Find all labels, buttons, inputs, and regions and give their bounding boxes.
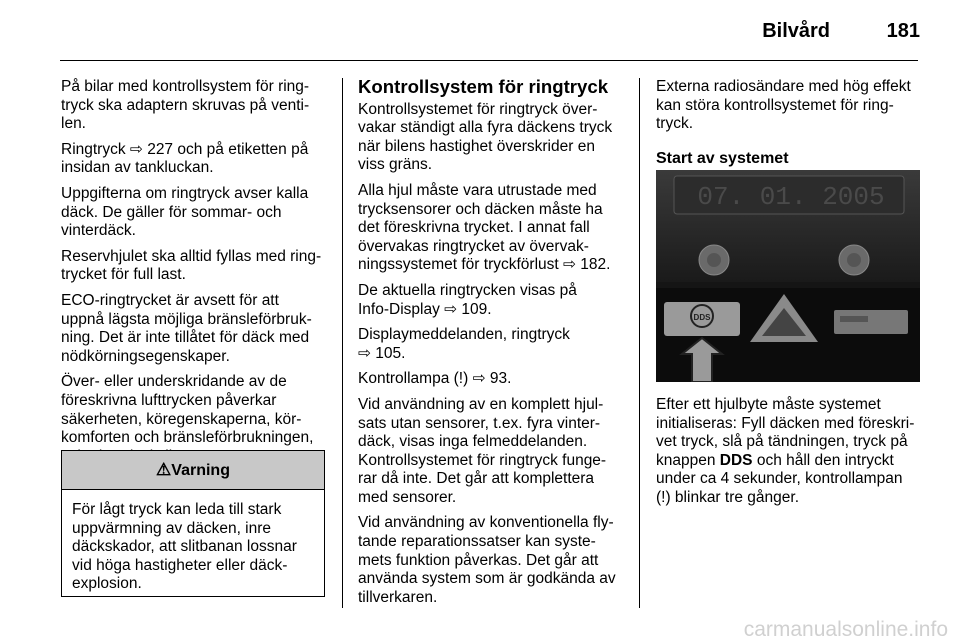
paragraph: Vid användning av konventionella fly- tande reparationssatser kan syste- mets funktion påverkas. Det går att använda system som är godkända av tillverkaren. [358, 514, 616, 606]
page-number: 181 [886, 20, 920, 42]
paragraph: Vid användning av en komplett hjul- sats utan sensorer, t.ex. fyra vinter- däck, visas inga felmeddelanden. Kontrollsystemet för ringtryck funge- rar då inte. Det går att komplettera med sensorer. [358, 395, 607, 506]
column-2 [358, 78, 624, 614]
dashboard-photo [656, 170, 920, 382]
column-divider [639, 78, 640, 608]
dds-label: DDS [719, 451, 753, 469]
warning-icon: ⚠ [156, 460, 172, 479]
paragraph-text: Efter ett hjulbyte måste systemet initialiseras: Fyll däcken med föreskri- vet tryck, slå på tändningen, tryck på knappen [656, 396, 915, 469]
paragraph: Reservhjulet ska alltid fyllas med ring- trycket för full last. [61, 247, 322, 284]
header-rule [60, 60, 918, 61]
paragraph: Kontrollampa (!) ⇨ 93. [358, 370, 512, 388]
paragraph: Kontrollsystemet för ringtryck över- vakar ständigt alla fyra däckens tryck när bilens hastighet överskrider en viss gräns. [358, 100, 613, 174]
paragraph: Ringtryck ⇨ 227 och på etiketten på insidan av tankluckan. [61, 140, 309, 177]
column-3-lower [656, 396, 922, 515]
paragraph: ECO-ringtrycket är avsett för att uppnå lägsta möjliga bränsleförbruk- ning. Det är inte tillåtet för däck med nödkörningsegenskaper. [61, 291, 312, 365]
column-1 [61, 78, 327, 473]
dashboard-illustration [656, 170, 920, 382]
clock-display: 07. 01. 2005 [697, 182, 885, 212]
warning-body: För lågt tryck kan leda till stark uppvärmning av däcken, inre däckskador, att slitbanan lossnar vid höga hastigheter eller däck- explosion. [72, 501, 297, 593]
watermark: carmanualsonline.info [743, 618, 948, 641]
warning-box [61, 450, 325, 597]
paragraph: Displaymeddelanden, ringtryck ⇨ 105. [358, 326, 570, 362]
column-3 [656, 78, 922, 168]
paragraph: Externa radiosändare med hög effekt kan störa kontrollsystemet för ring- tryck. [656, 78, 911, 133]
warning-header [62, 451, 324, 490]
column-divider [342, 78, 343, 608]
paragraph-text: och håll den intryckt under ca 4 sekunder, kontrollampan (!) blinkar tre gånger. [656, 451, 903, 506]
warning-title: Varning [171, 462, 230, 479]
dds-button-label: DDS [693, 313, 711, 322]
paragraph: På bilar med kontrollsystem för ring- tryck ska adaptern skruvas på venti- len. [61, 78, 310, 133]
paragraph [656, 396, 922, 508]
paragraph: De aktuella ringtrycken visas på Info-Display ⇨ 109. [358, 281, 577, 318]
page-header-title: Bilvård [762, 20, 830, 42]
paragraph: Uppgifterna om ringtryck avser kalla däck. De gäller för sommar- och vinterdäck. [61, 184, 309, 240]
subsection-heading: Start av systemet [656, 149, 789, 167]
paragraph: Alla hjul måste vara utrustade med trycksensorer och däcken måste ha det föreskrivna trycket. I annat fall övervakas ringtrycket av övervak- ningssystemet för tryckförlust ⇨ 182. [358, 181, 611, 274]
section-heading: Kontrollsystem för ringtryck [358, 76, 609, 97]
paragraph: Över- eller underskridande av de föreskrivna lufttrycken påverkar säkerheten, köregenskaperna, kör- komforten och bränsleförbrukningen, [61, 373, 314, 447]
